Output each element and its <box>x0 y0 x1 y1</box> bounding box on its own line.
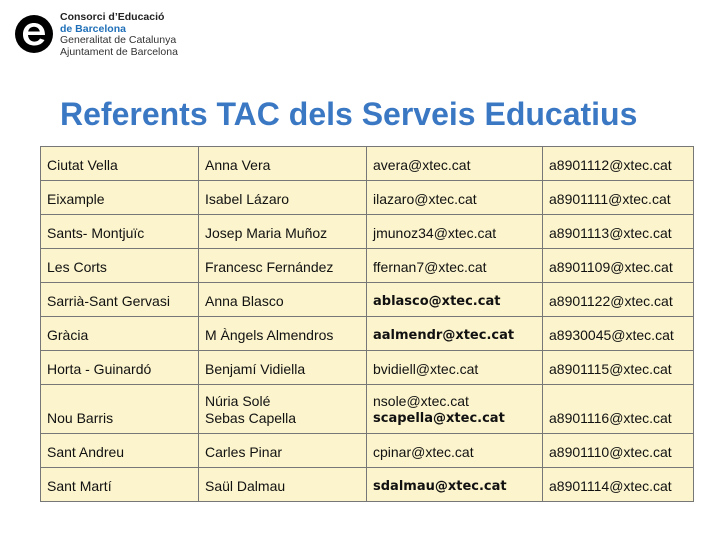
xtec-account-cell[interactable]: a8901110@xtec.cat <box>543 434 694 468</box>
table-row <box>41 351 694 385</box>
email-cell <box>367 385 543 434</box>
table-row <box>41 249 694 283</box>
referent-name-cell <box>199 385 367 434</box>
email-address[interactable]: ffernan7@xtec.cat <box>373 259 487 275</box>
xtec-account-cell[interactable]: a8901114@xtec.cat <box>543 468 694 502</box>
table-row <box>41 283 694 317</box>
email-address[interactable]: jmunoz34@xtec.cat <box>373 225 497 241</box>
referent-name-cell <box>199 351 367 385</box>
referent-name: Saül Dalmau <box>205 478 286 494</box>
xtec-account-cell[interactable]: a8901109@xtec.cat <box>543 249 694 283</box>
xtec-account-cell[interactable]: a8901116@xtec.cat <box>543 385 694 434</box>
referent-name: Benjamí Vidiella <box>205 361 306 377</box>
email-address[interactable]: bvidiell@xtec.cat <box>373 361 479 377</box>
email-cell <box>367 434 543 468</box>
email-cell <box>367 283 543 317</box>
email-cell <box>367 317 543 351</box>
email-address[interactable]: avera@xtec.cat <box>373 157 471 173</box>
consorci-e-logo-icon <box>14 14 54 54</box>
email-address[interactable]: ilazaro@xtec.cat <box>373 191 477 207</box>
table-row <box>41 317 694 351</box>
referent-name: Anna Blasco <box>205 293 284 309</box>
district-cell: Sant Martí <box>41 468 199 502</box>
table-row <box>41 147 694 181</box>
referent-name: M Àngels Almendros <box>205 327 334 343</box>
email-address[interactable]: aalmendr@xtec.cat <box>373 328 515 343</box>
email-cell <box>367 468 543 502</box>
email-address[interactable]: cpinar@xtec.cat <box>373 444 474 460</box>
table-row <box>41 385 694 434</box>
referent-name-cell <box>199 147 367 181</box>
district-cell: Horta - Guinardó <box>41 351 199 385</box>
referent-name: Sebas Capella <box>205 410 297 426</box>
referent-name: Carles Pinar <box>205 444 283 460</box>
email-address[interactable]: nsole@xtec.cat <box>373 393 469 409</box>
org-line-2: de Barcelona <box>60 22 126 35</box>
referents-table-body <box>41 147 694 502</box>
org-line-1: Consorci d’Educació <box>60 11 165 23</box>
district-cell: Les Corts <box>41 249 199 283</box>
district-cell: Gràcia <box>41 317 199 351</box>
referent-name-cell <box>199 249 367 283</box>
referent-name: Isabel Lázaro <box>205 191 290 207</box>
email-cell <box>367 147 543 181</box>
referent-name: Anna Vera <box>205 157 271 173</box>
email-address[interactable]: ablasco@xtec.cat <box>373 294 501 309</box>
referent-name-cell <box>199 434 367 468</box>
district-cell: Sant Andreu <box>41 434 199 468</box>
org-line-3: Generalitat de Catalunya <box>60 34 177 46</box>
referent-name-cell <box>199 468 367 502</box>
table-row <box>41 181 694 215</box>
email-cell <box>367 249 543 283</box>
xtec-account-cell[interactable]: a8901112@xtec.cat <box>543 147 694 181</box>
referent-name-cell <box>199 181 367 215</box>
district-cell: Sarrià-Sant Gervasi <box>41 283 199 317</box>
xtec-account-cell[interactable]: a8901122@xtec.cat <box>543 283 694 317</box>
xtec-account-cell[interactable]: a8901111@xtec.cat <box>543 181 694 215</box>
referent-name-cell <box>199 215 367 249</box>
xtec-account-cell[interactable]: a8930045@xtec.cat <box>543 317 694 351</box>
org-line-4: Ajuntament de Barcelona <box>60 45 178 58</box>
organization-name <box>60 12 178 58</box>
table-row <box>41 434 694 468</box>
district-cell: Sants- Montjuïc <box>41 215 199 249</box>
xtec-account-cell[interactable]: a8901113@xtec.cat <box>543 215 694 249</box>
email-cell <box>367 181 543 215</box>
district-cell: Eixample <box>41 181 199 215</box>
xtec-account-cell[interactable]: a8901115@xtec.cat <box>543 351 694 385</box>
email-cell <box>367 215 543 249</box>
referent-name-cell <box>199 317 367 351</box>
referent-name-cell <box>199 283 367 317</box>
table-row <box>41 468 694 502</box>
page-title: Referents TAC dels Serveis Educatius <box>60 96 638 132</box>
district-cell: Ciutat Vella <box>41 147 199 181</box>
referents-table <box>40 146 694 502</box>
referent-name: Francesc Fernández <box>205 259 334 275</box>
referent-name: Núria Solé <box>205 393 271 409</box>
referent-name: Josep Maria Muñoz <box>205 225 328 241</box>
district-cell: Nou Barris <box>41 385 199 434</box>
email-address[interactable]: scapella@xtec.cat <box>373 411 505 426</box>
email-cell <box>367 351 543 385</box>
table-row <box>41 215 694 249</box>
email-address[interactable]: sdalmau@xtec.cat <box>373 479 507 494</box>
